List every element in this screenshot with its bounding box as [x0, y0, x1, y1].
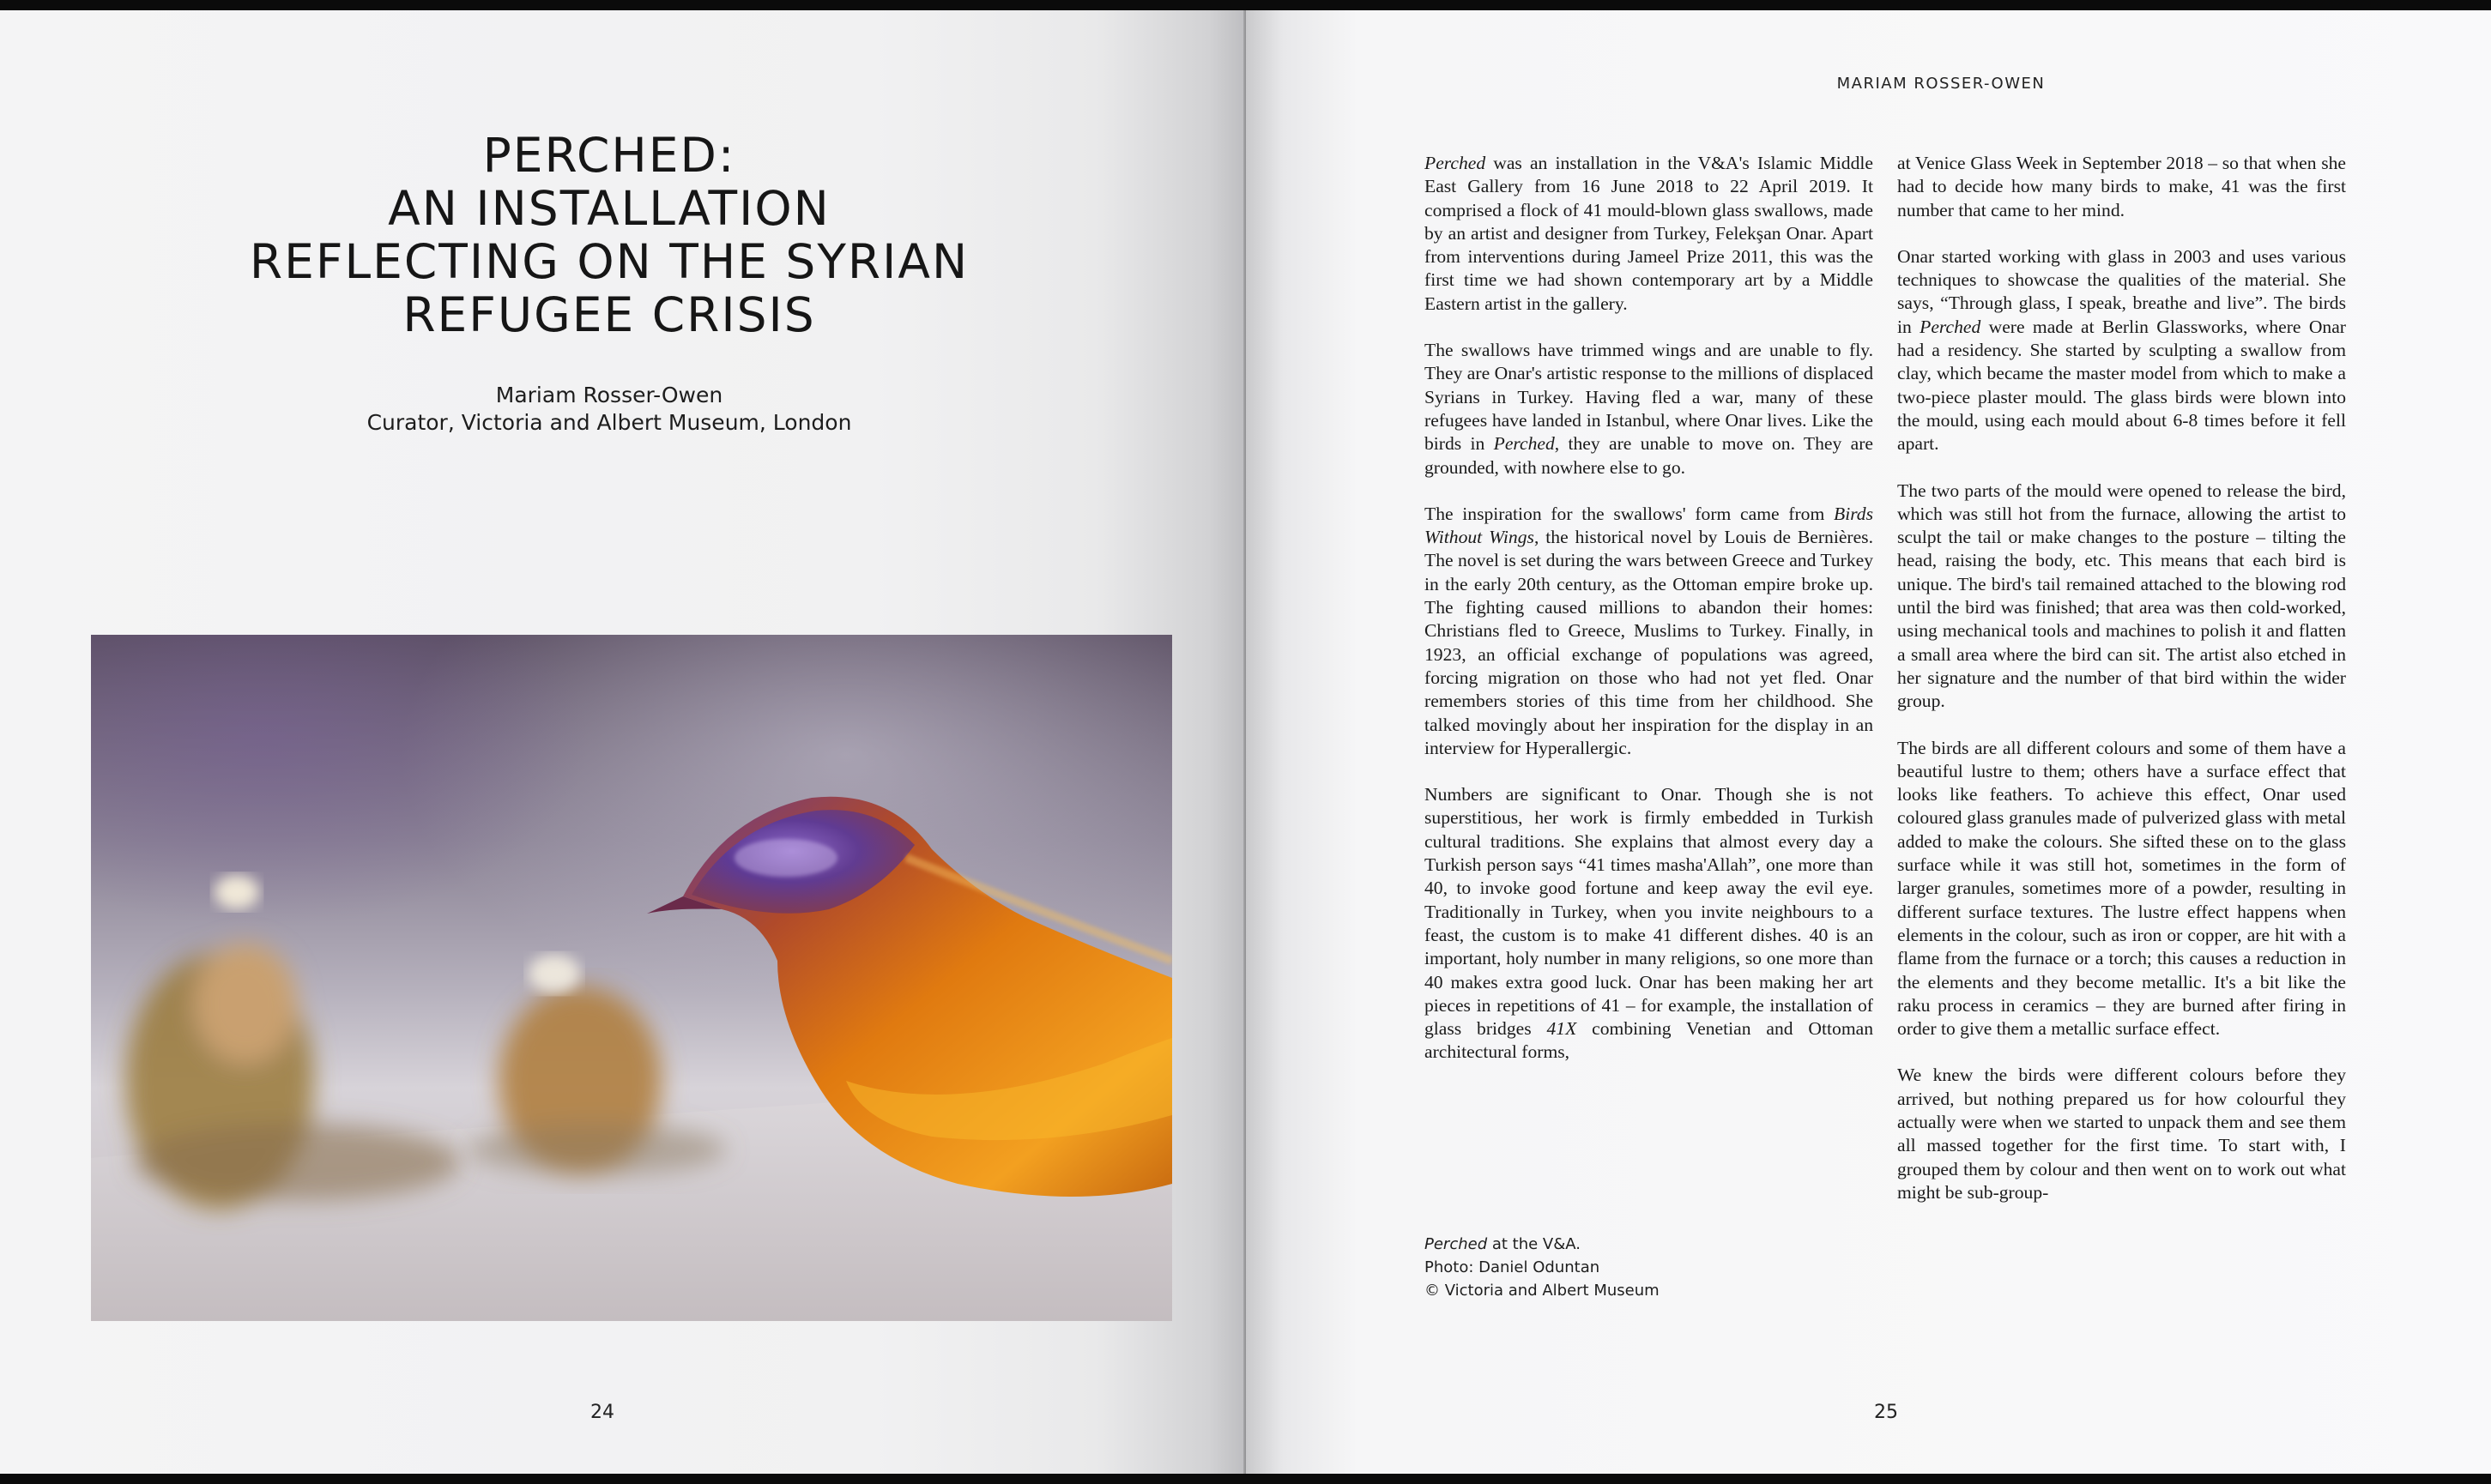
italic-text: Perched	[1424, 1235, 1488, 1253]
paragraph: at Venice Glass Week in September 2018 – so that when she had to decide how many birds to make, 41 was the first number that came to her mind.	[1897, 153, 2346, 220]
caption-line	[1424, 1233, 1660, 1256]
title-line: REFLECTING ON THE SYRIAN	[249, 234, 970, 289]
paragraph-text: combining Venetian and Ottoman architectural forms,	[1424, 1018, 1873, 1063]
paragraph	[1897, 245, 2346, 456]
caption-text: at the V&A.	[1487, 1235, 1581, 1253]
text-column-1	[1424, 152, 1873, 1088]
title-line: AN INSTALLATION	[388, 181, 831, 236]
author-affiliation: Curator, Victoria and Albert Museum, London	[366, 410, 852, 435]
paragraph-text: Numbers are significant to Onar. Though she is not superstitious, her work is firmly embedded in Turkish cultural traditions. She explains that almost every day a Turkish person says “41 times masha'Allah”, one more than 40, to invoke good fortune and keep away the evil eye. Traditionally in Turkey, when you invite neighbours to a feast, the custom is to make 41 different dishes. 40 is an important, holy number in many religions, so one more than 40 makes extra good luck. Onar has been making her art pieces in repetitions of 41 – for example, the installation of glass bridges	[1424, 784, 1873, 1040]
italic-text: Perched	[1493, 433, 1555, 455]
paragraph-text: Onar started working with glass in 2003 and uses various techniques to showcase the qualities of the material. She says, “Through glass, I speak, breathe and live”. The birds in	[1897, 245, 2346, 337]
author-name: Mariam Rosser-Owen	[495, 383, 723, 407]
italic-text: Perched	[1920, 316, 1981, 337]
paragraph	[1424, 503, 1873, 760]
running-head: MARIAM ROSSER-OWEN	[1836, 75, 2046, 93]
byline	[103, 382, 1116, 437]
paragraph-text: was an installation in the V&A's Islamic Middle East Gallery from 16 June 2018 to 22 April 2019. It comprised a flock of 41 mould-blown glass swallows, made by an artist and designer from Turkey, Felekşan Onar. Apart from interventions during Jameel Prize 2011, this was the first time we had shown contemporary art by a Middle Eastern artist in the gallery.	[1424, 153, 1873, 314]
article-title	[103, 129, 1116, 341]
paragraph	[1424, 783, 1873, 1065]
page-number-left: 24	[590, 1402, 614, 1423]
paragraph: The two parts of the mould were opened to release the bird, which was still hot from the furnace, allowing the artist to sculpt the tail or make changes to the posture – tilting the head, raising the body, etc. This means that each bird is unique. The bird's tail remained attached to the blowing rod until the bird was finished; that area was then cold-worked, using mechanical tools and machines to polish it and flatten a small area where the bird can sit. The artist also etched in her signature and the number of that bird within the wider group.	[1897, 480, 2346, 712]
title-line: PERCHED:	[482, 128, 736, 183]
paragraph-text: were made at Berlin Glassworks, where Onar had a residency. She started by sculpting a swallow from clay, which became the master model from which to make a two-piece plaster mould. The glass birds were blown into the mould, using each mould about 6-8 times before it fell apart.	[1897, 316, 2346, 455]
italic-text: Birds Without Wings	[1424, 503, 1873, 548]
photo-caption	[1424, 1233, 1660, 1302]
caption-copyright: © Victoria and Albert Museum	[1424, 1282, 1660, 1300]
photo-illustration	[91, 635, 1172, 1321]
left-page	[0, 10, 1246, 1474]
paragraph-text: , they are unable to move on. They are grounded, with nowhere else to go.	[1424, 433, 1873, 478]
paragraph: We knew the birds were different colours before they arrived, but nothing prepared us for how colourful they actually were when we started to unpack them and see them all massed together for the first time. To start with, I grouped them by colour and then went on to work out what might be sub-group-	[1897, 1065, 2346, 1203]
paragraph-text: , the historical novel by Louis de Bernières. The novel is set during the wars between Greece and Turkey in the early 20th century, as the Ottoman empire broke up. The fighting caused millions to abandon their homes: Christians fled to Greece, Muslims to Turkey. Finally, in 1923, an official exchange of populations was agreed, forcing migration on those who had not yet fled. Onar remembers stories of this time from her childhood. She talked movingly about her inspiration for the display in an interview for Hyperallergic.	[1424, 527, 1873, 758]
paragraph: The birds are all different colours and some of them have a beautiful lustre to them; others have a surface effect that looks like feathers. To achieve this effect, Onar used coloured glass granules made of pulverized glass with metal added to make the colours. She sifted these on to the glass surface while it was still hot, sometimes in the form of larger granules, sometimes more of a powder, resulting in different surface textures. The lustre effect happens when elements in the colour, such as iron or copper, are hit with a flame from the furnace or a torch; this causes a reduction in the elements and they become metallic. It's a bit like the raku process in ceramics – they are burned after firing in order to give them a metallic surface effect.	[1897, 737, 2346, 1040]
italic-text: Perched	[1424, 153, 1486, 173]
paragraph	[1424, 339, 1873, 480]
right-page	[1246, 10, 2491, 1474]
page-number-right: 25	[1874, 1402, 1898, 1423]
glass-birds-photo	[91, 635, 1172, 1321]
paragraph-text: The swallows have trimmed wings and are unable to fly. They are Onar's artistic response to the millions of displaced Syrians in Turkey. Having fled a war, many of these refugees have landed in Istanbul, where Onar lives. Like the birds in	[1424, 340, 1873, 455]
title-line: REFUGEE CRISIS	[402, 287, 816, 342]
paragraph	[1424, 152, 1873, 316]
paragraph-text: The inspiration for the swallows' form came from	[1424, 503, 1834, 524]
italic-text: 41X	[1546, 1018, 1577, 1040]
text-column-2	[1897, 152, 2346, 1228]
caption-credit: Photo: Daniel Oduntan	[1424, 1258, 1600, 1276]
